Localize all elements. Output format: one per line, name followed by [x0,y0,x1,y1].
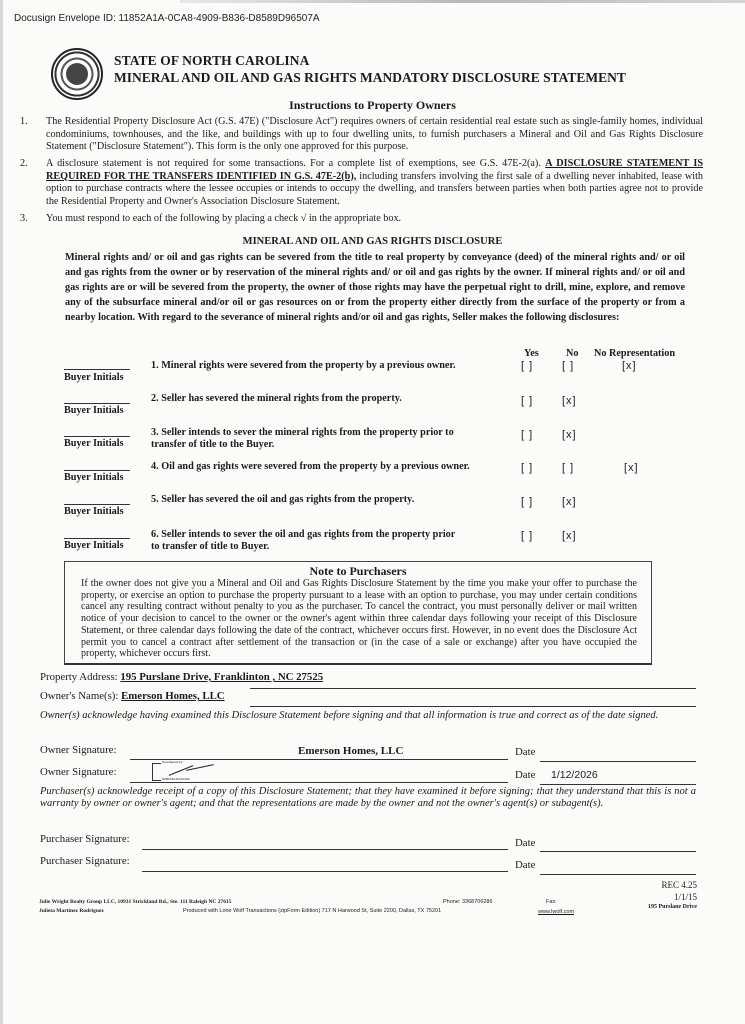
docusign-bracket [152,763,161,781]
checkbox-no[interactable]: [ ] [562,360,575,372]
note-body: If the owner does not give you a Mineral and Oil and Gas Rights Disclosure Statement by the time you make your offer to purchase the property, or exercise an option to purchase the property pursuant to a lease with an option to purchase, you may under certain conditions cancel any resulting contract without penalty to you as the purchaser. To cancel the contract, you must personally deliver or mail written notice of your decision to cancel to the owner or the owner's agent within three calendar days following your receipt of this Disclosure Statement, or three calendar days following the date of the contract, whichever occurs first. However, in no event does the Disclosure Act permit you to cancel a contract after settlement of the transaction or (in the case of a sale or exchange) after you have occupied the property, whichever occurs first. [81,578,637,660]
footer-fax: Fax: [546,899,557,905]
form-date: 1/1/15 [673,892,697,902]
column-no: No [566,348,579,359]
buyer-initials-field[interactable] [64,470,130,471]
disclosure-question-3 [0,427,745,461]
checkbox-no-representation[interactable]: [x] [624,462,639,474]
disclosure-heading: MINERAL AND OIL AND GAS RIGHTS DISCLOSURE [242,236,503,247]
question-text: 4. Oil and gas rights were severed from the property by a previous owner. [151,461,470,472]
checkbox-no[interactable]: [x] [562,530,577,542]
purchaser-signature-1-date-line[interactable] [540,851,696,852]
buyer-initials-label: Buyer Initials [64,472,124,483]
docusign-tag-bottom: D0B7A3C41F2A4A6 [162,777,190,781]
owner-signature-1-label: Owner Signature: [40,744,117,756]
purchaser-signature-2-date-label: Date [515,859,536,871]
question-text: 1. Mineral rights were severed from the property by a previous owner. [151,360,456,371]
form-property-short: 195 Purslane Drive [648,904,697,910]
question-text [151,427,491,451]
footer-phone: Phone: 3368706286 [443,899,493,905]
checkbox-yes[interactable]: [ ] [521,395,534,407]
instruction-text [46,158,703,208]
disclosure-question-5 [0,494,745,528]
owner-signature-2-date-line[interactable] [540,784,696,785]
owner-acknowledgement: Owner(s) acknowledge having examined this Disclosure Statement before signing and that all information is true and correct as of the date signed. [40,710,659,721]
instruction-item-1 [20,116,703,154]
owner-signature-2-date-value: 1/12/2026 [551,769,598,781]
instructions-heading: Instructions to Property Owners [289,98,456,112]
owner-signature-2-date-label: Date [515,769,536,781]
checkbox-no[interactable]: [ ] [562,462,575,474]
note-to-purchasers-box [64,561,652,665]
buyer-initials-label: Buyer Initials [64,540,124,551]
buyer-initials-label: Buyer Initials [64,405,124,416]
buyer-initials-label: Buyer Initials [64,438,124,449]
signature-scribble [169,765,193,776]
property-address-label: Property Address: [40,671,118,683]
footer-website-link[interactable]: www.lwolf.com [538,909,575,915]
buyer-initials-field[interactable] [64,403,130,404]
instruction-text: You must respond to each of the following by placing a check √ in the appropriate box. [46,213,402,224]
property-address-field [40,671,323,683]
owner-name-value[interactable]: Emerson Homes, LLC [121,690,225,702]
buyer-initials-field[interactable] [64,538,130,539]
purchaser-signature-1-label: Purchaser Signature: [40,833,130,845]
docusign-envelope-id: Docusign Envelope ID: 11852A1A-0CA8-4909-B836-D8589D96507A [14,13,320,24]
owner-signature-1-value: Emerson Homes, LLC [298,745,404,757]
purchaser-signature-2-label: Purchaser Signature: [40,855,130,867]
instruction-item-3 [20,213,703,226]
column-no-representation: No Representation [594,348,676,359]
question-line-1: 3. Seller intends to sever the mineral rights from the property prior to [151,427,454,438]
checkbox-yes[interactable]: [ ] [521,429,534,441]
owner-signature-1-date-label: Date [515,746,536,758]
disclosure-body: Mineral rights and/ or oil and gas rights can be severed from the title to real property by conveyance (deed) of the mineral rights and/ or oil and gas rights from the owner or by reservation of the mineral rights and/ or oil and gas rights by the owner. If mineral rights and/ or oil and gas rights are or will be severed from the property, the owner of those rights may have the perpetual right to drill, mine, explore, and remove any of the subsurface mineral and/or oil or gas resources on or from the property either directly from the surface of the property or from a nearby location. With regard to the severance of mineral rights and/or oil and gas rights, Seller makes the following disclosures: [65,252,685,323]
checkbox-no[interactable]: [x] [562,496,577,508]
footer-produced-by: Produced with Lone Wolf Transactions (zipForm Edition) 717 N Harwood St, Suite 2200, Dallas, TX 75201 [183,908,442,914]
buyer-initials-field[interactable] [64,436,130,437]
docusign-tag-top: DocuSigned by: [162,760,184,764]
checkbox-no[interactable]: [x] [562,395,577,407]
disclosure-question-6 [0,529,745,563]
buyer-initials-field[interactable] [64,504,130,505]
question-text [151,529,491,553]
question-line-1: 6. Seller intends to sever the oil and gas rights from the property prior [151,529,456,540]
property-address-line [250,688,696,689]
instruction-text-after: including transfers involving the first sale of a dwelling never inhabited, lease with option to purchase contracts where the lessee occupies or intends to occupy the dwelling, and transfers between parties when both parties agree not to provide the Residential Property and Owner's Association Disclosure Statement. [46,170,703,207]
scan-shadow [180,0,745,3]
instruction-number: 2. [20,158,28,169]
instruction-text-before: A disclosure statement is not required for some transactions. For a complete list of exemptions, see G.S. 47E-2(a). [46,158,546,169]
checkbox-no[interactable]: [x] [562,429,577,441]
owner-signature-1-date-line[interactable] [540,761,696,762]
owner-name-label: Owner's Name(s): [40,690,119,702]
checkbox-yes[interactable]: [ ] [521,530,534,542]
footer-brokerage: Julie Wright Realty Group LLC, 10931 Strickland Rd., Ste. 111 Raleigh NC 27615 [39,899,232,905]
purchaser-acknowledgement: Purchaser(s) acknowledge receipt of a copy of this Disclosure Statement; that they have examined it before signing; that they understand that this is not a warranty by owner or owner's agent; and that the representations are made by the owner and not the owner's agent(s) or subagent(s). [40,786,696,809]
instruction-number: 1. [20,116,28,127]
disclosure-question-2 [0,393,745,427]
purchaser-signature-2-line[interactable] [142,871,508,872]
question-line-2: transfer of title to the Buyer. [151,439,275,450]
buyer-initials-field[interactable] [64,369,130,370]
instruction-item-2 [20,158,703,208]
nc-seal-icon [51,48,103,100]
footer-agent: Julieta Martinez Rodriguez [39,908,104,914]
buyer-initials-label: Buyer Initials [64,372,124,383]
owner-name-field [40,690,225,702]
property-address-value[interactable]: 195 Purslane Drive, Franklinton , NC 27525 [120,671,324,683]
note-title: Note to Purchasers [309,564,407,578]
instruction-text: The Residential Property Disclosure Act (G.S. 47E) ("Disclosure Act") requires owners of certain residential real estate such as single-family homes, individual condominiums, townhouses, and the like, and buildings with up to four dwelling units, to furnish purchasers a Mineral and Oil and Gas Rights Disclosure Statement ("Disclosure Statement"). This form is the only one approved for this purpose. [46,116,703,153]
purchaser-signature-1-line[interactable] [142,849,508,850]
disclosure-question-4 [0,461,745,495]
purchaser-signature-1-date-label: Date [515,837,536,849]
column-yes: Yes [524,348,539,359]
docusign-signature [152,760,224,782]
form-title: MINERAL AND OIL AND GAS RIGHTS MANDATORY DISCLOSURE STATEMENT [114,70,626,85]
question-text: 5. Seller has severed the oil and gas rights from the property. [151,494,415,505]
owner-signature-2-line[interactable] [130,782,508,783]
checkbox-no-representation[interactable]: [x] [622,360,637,372]
form-code: REC 4.25 [661,880,697,890]
owner-name-line [250,706,696,707]
buyer-initials-label: Buyer Initials [64,506,124,517]
question-text: 2. Seller has severed the mineral rights from the property. [151,393,402,404]
state-title: STATE OF NORTH CAROLINA [114,53,310,68]
disclosure-question-1 [0,360,745,394]
purchaser-signature-2-date-line[interactable] [540,874,696,875]
question-line-2: to transfer of title to Buyer. [151,541,270,552]
checkbox-yes[interactable]: [ ] [521,462,534,474]
instruction-number: 3. [20,213,28,224]
owner-signature-2-label: Owner Signature: [40,766,117,778]
checkbox-yes[interactable]: [ ] [521,496,534,508]
checkbox-yes[interactable]: [ ] [521,360,534,372]
instruction-emphasis: A DISCLOSURE STATEMENT IS REQUIRED FOR THE TRANSFERS IDENTIFIED IN G.S. 47E-2(b), [46,158,703,182]
